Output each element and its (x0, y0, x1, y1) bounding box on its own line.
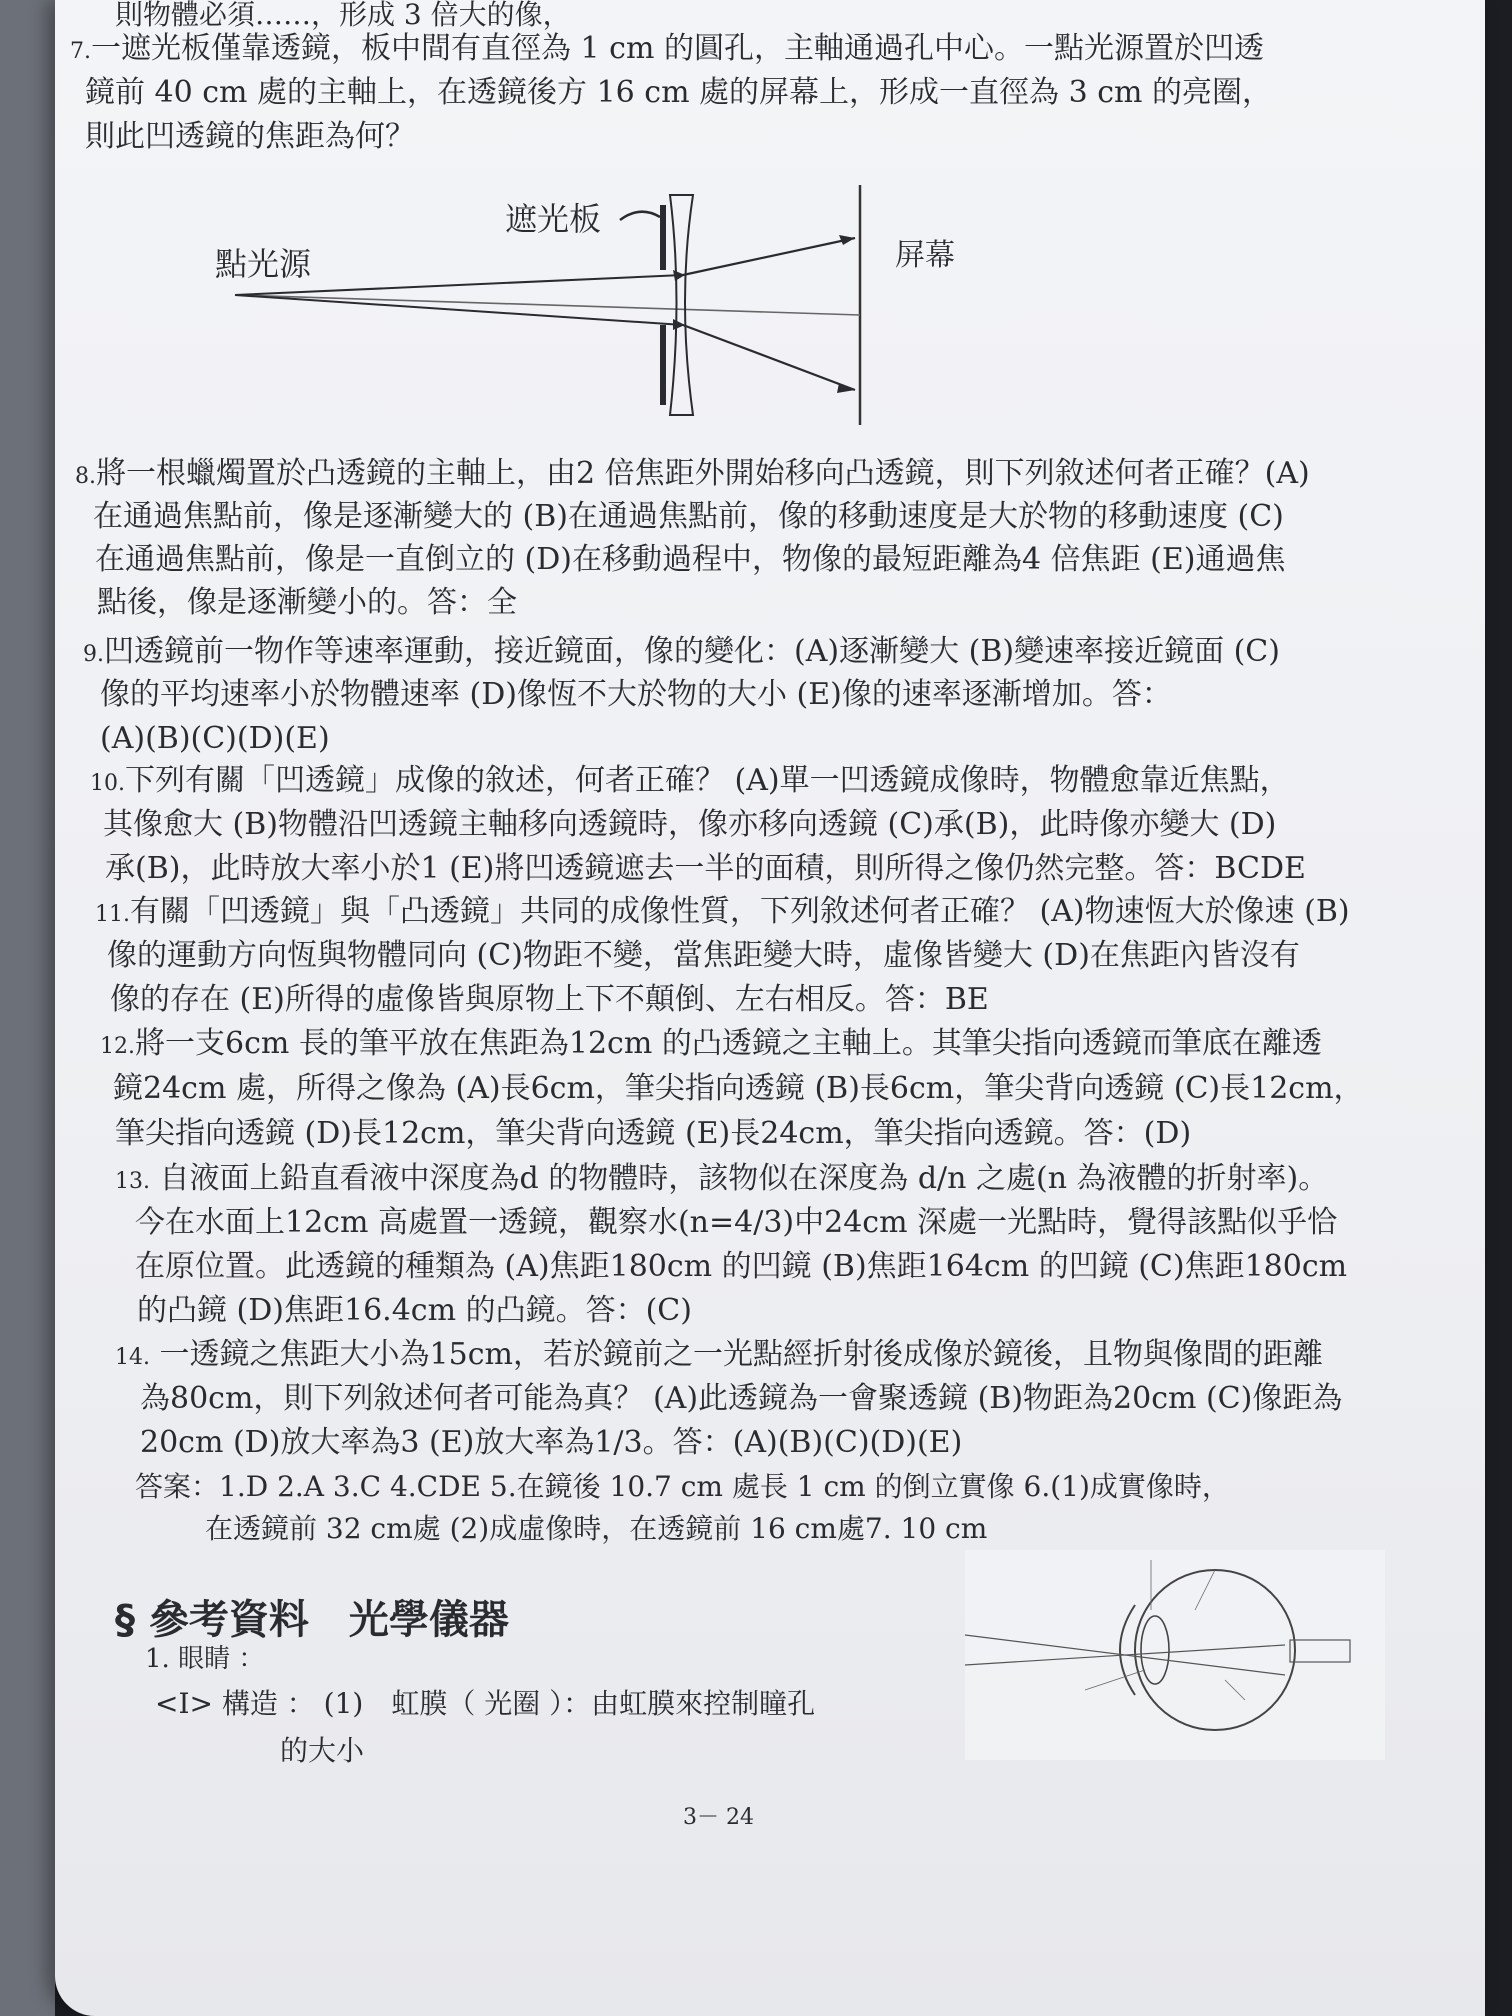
shield-lower (660, 325, 666, 405)
question-14-line-3: 20cm (D)放大率為3 (E)放大率為1/3。答：(A)(B)(C)(D)(E) (140, 1425, 963, 1460)
shield-upper (660, 205, 666, 270)
question-10-line-1: 10.下列有關「凹透鏡」成像的敘述，何者正確？ (A)單一凹透鏡成像時，物體愈靠近焦點， (90, 763, 1290, 798)
question-12-line-3: 筆尖指向透鏡 (D)長12cm，筆尖背向透鏡 (E)長24cm，筆尖指向透鏡。答：(D) (115, 1116, 1192, 1151)
question-8-line-1: 8.將一根蠟燭置於凸透鏡的主軸上，由2 倍焦距外開始移向凸透鏡，則下列敘述何者正確？(A) (75, 456, 1310, 491)
question-number: 7. (70, 39, 91, 64)
question-10-line-3: 承(B)，此時放大率小於1 (E)將凹透鏡遮去一半的面積，則所得之像仍然完整。答：BCDE (105, 851, 1306, 886)
question-7-line-3: 則此凹透鏡的焦距為何？ (85, 119, 415, 154)
eye-diagram (965, 1550, 1385, 1760)
section-structure-line-1: <I> 構造 ： (1) 虹膜（ 光圈 ）：由虹膜來控制瞳孔 (155, 1687, 816, 1720)
label-pointer (620, 212, 660, 220)
question-number: 8. (75, 464, 96, 489)
textbook-page (55, 0, 1485, 2016)
question-13-line-4: 的凸鏡 (D)焦距16.4cm 的凸鏡。答：(C) (137, 1293, 692, 1328)
question-11-line-2: 像的運動方向恆與物體同向 (C)物距不變，當焦距變大時，虛像皆變大 (D)在焦距內皆沒有 (107, 938, 1300, 973)
ray-lower-incident (235, 295, 683, 325)
question-number: 12. (100, 1034, 135, 1059)
shield-label: 遮光板 (505, 200, 602, 238)
question-number: 11. (95, 902, 130, 927)
arrow-upper (839, 235, 855, 245)
question-13-line-1: 13. 自液面上鉛直看液中深度為d 的物體時，該物似在深度為 d/n 之處(n 為液體的折射率)。 (115, 1161, 1329, 1196)
question-11-line-3: 像的存在 (E)所得的虛像皆與原物上下不顛倒、左右相反。答：BE (110, 982, 989, 1017)
section-mark: § (115, 1597, 135, 1643)
question-number: 14. (115, 1345, 150, 1370)
question-13-line-3: 在原位置。此透鏡的種類為 (A)焦距180cm 的凹鏡 (B)焦距164cm 的凹鏡 (C)焦距180cm (135, 1249, 1348, 1284)
arrow-mid-upper (673, 270, 685, 281)
desk-background (0, 0, 55, 2016)
question-7-line-1: 7.一遮光板僅靠透鏡，板中間有直徑為 1 cm 的圓孔，主軸通過孔中心。一點光源置於凹透 (70, 31, 1264, 66)
question-number: 10. (90, 771, 125, 796)
concave-lens (670, 195, 693, 415)
section-structure-line-2: 的大小 (280, 1734, 365, 1767)
screen-label: 屏幕 (895, 238, 955, 273)
source-label: 點光源 (215, 245, 312, 283)
page-number: 3－ 24 (683, 1805, 754, 1830)
section-item-1: 1. 眼睛 ： (145, 1644, 265, 1674)
question-12-line-1: 12.將一支6cm 長的筆平放在焦距為12cm 的凸透鏡之主軸上。其筆尖指向透鏡而筆底在離透 (100, 1026, 1322, 1061)
question-9-line-3: (A)(B)(C)(D)(E) (100, 721, 330, 756)
question-11-line-1: 11.有關「凹透鏡」與「凸透鏡」共同的成像性質，下列敘述何者正確？ (A)物速恆大於像速 (B) (95, 894, 1350, 929)
question-10-line-2: 其像愈大 (B)物體沿凹透鏡主軸移向透鏡時，像亦移向透鏡 (C)承(B)，此時像亦變大 (D) (103, 807, 1277, 842)
answers-label: 答案： (135, 1470, 220, 1503)
question-8-line-3: 在通過焦點前，像是一直倒立的 (D)在移動過程中，物像的最短距離為4 倍焦距 (E)通過焦 (95, 542, 1286, 577)
answers-line-1: 答案：1.D 2.A 3.C 4.CDE 5.在鏡後 10.7 cm 處長 1 cm 的倒立實像 6.(1)成實像時， (135, 1470, 1230, 1503)
question-14-line-2: 為80cm，則下列敘述何者可能為真？ (A)此透鏡為一會聚透鏡 (B)物距為20cm (C)像距為 (140, 1381, 1343, 1416)
question-9-line-1: 9.凹透鏡前一物作等速率運動，接近鏡面，像的變化：(A)逐漸變大 (B)變速率接近鏡面 (C) (83, 634, 1280, 669)
text-line-top: 則物體必須……，形成 3 倍大的像， (115, 0, 571, 31)
arrow-mid-lower (673, 319, 685, 330)
question-number: 9. (83, 642, 104, 667)
question-7-line-2: 鏡前 40 cm 處的主軸上，在透鏡後方 16 cm 處的屏幕上，形成一直徑為 3 cm 的亮圈， (85, 75, 1273, 110)
answers-line-2: 在透鏡前 32 cm處 (2)成虛像時，在透鏡前 16 cm處7. 10 cm (205, 1512, 988, 1545)
question-13-line-2: 今在水面上12cm 高處置一透鏡，觀察水(n=4/3)中24cm 深處一光點時，覺得該點似乎恰 (135, 1205, 1338, 1240)
ray-lower-refracted (683, 325, 855, 390)
question-number: 13. (115, 1169, 150, 1194)
section-heading: § 參考資料 光學儀器 (115, 1597, 509, 1643)
question-9-line-2: 像的平均速率小於物體速率 (D)像恆不大於物的大小 (E)像的速率逐漸增加。答： (100, 677, 1172, 712)
question-8-line-4: 點後，像是逐漸變小的。答：全 (97, 585, 517, 620)
lens-diagram (215, 175, 975, 435)
question-8-line-2: 在通過焦點前，像是逐漸變大的 (B)在通過焦點前，像的移動速度是大於物的移動速度 (C) (93, 499, 1284, 534)
principal-axis (235, 295, 860, 315)
question-14-line-1: 14. 一透鏡之焦距大小為15cm，若於鏡前之一光點經折射後成像於鏡後，且物與像間的距離 (115, 1337, 1323, 1372)
ray-upper-refracted (683, 238, 855, 275)
question-12-line-2: 鏡24cm 處，所得之像為 (A)長6cm，筆尖指向透鏡 (B)長6cm，筆尖背向透鏡 (C)長12cm， (113, 1071, 1364, 1106)
